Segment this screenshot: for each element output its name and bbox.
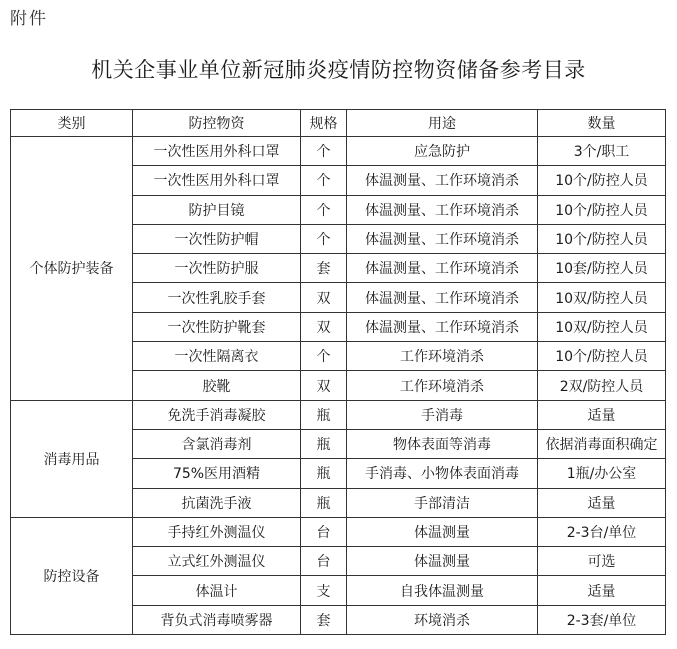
item-cell: 防护目镜 [133, 195, 301, 224]
table-row [11, 400, 666, 429]
quantity-cell: 2-3套/单位 [538, 605, 666, 634]
item-cell: 一次性医用外科口罩 [133, 137, 301, 166]
quantity-cell: 2-3台/单位 [538, 517, 666, 546]
use-cell: 环境消杀 [347, 605, 538, 634]
use-cell: 体温测量、工作环境消杀 [347, 195, 538, 224]
table-row [11, 517, 666, 546]
category-cell: 个体防护装备 [11, 137, 133, 401]
attachment-label: 附件 [10, 9, 48, 29]
quantity-cell: 10个/防控人员 [538, 195, 666, 224]
use-cell: 工作环境消杀 [347, 342, 538, 371]
quantity-cell: 适量 [538, 400, 666, 429]
item-cell: 体温计 [133, 576, 301, 605]
spec-cell: 双 [301, 312, 347, 341]
quantity-cell: 1瓶/办公室 [538, 459, 666, 488]
item-cell: 手持红外测温仪 [133, 517, 301, 546]
quantity-cell: 10双/防控人员 [538, 283, 666, 312]
use-cell: 手部清洁 [347, 488, 538, 517]
use-cell: 体温测量、工作环境消杀 [347, 166, 538, 195]
use-cell: 体温测量 [347, 517, 538, 546]
item-cell: 胶靴 [133, 371, 301, 400]
use-cell: 手消毒 [347, 400, 538, 429]
quantity-cell: 适量 [538, 576, 666, 605]
item-cell: 75%医用酒精 [133, 459, 301, 488]
spec-cell: 瓶 [301, 400, 347, 429]
header-quantity: 数量 [538, 110, 666, 137]
spec-cell: 个 [301, 342, 347, 371]
item-cell: 抗菌洗手液 [133, 488, 301, 517]
quantity-cell: 适量 [538, 488, 666, 517]
header-spec: 规格 [301, 110, 347, 137]
spec-cell: 套 [301, 254, 347, 283]
spec-cell: 双 [301, 371, 347, 400]
spec-cell: 个 [301, 195, 347, 224]
item-cell: 背负式消毒喷雾器 [133, 605, 301, 634]
use-cell: 手消毒、小物体表面消毒 [347, 459, 538, 488]
item-cell: 免洗手消毒凝胶 [133, 400, 301, 429]
spec-cell: 台 [301, 547, 347, 576]
item-cell: 一次性乳胶手套 [133, 283, 301, 312]
table-header-row [11, 110, 666, 137]
spec-cell: 个 [301, 166, 347, 195]
use-cell: 体温测量、工作环境消杀 [347, 312, 538, 341]
quantity-cell: 10双/防控人员 [538, 312, 666, 341]
quantity-cell: 3个/职工 [538, 137, 666, 166]
use-cell: 体温测量、工作环境消杀 [347, 283, 538, 312]
spec-cell: 台 [301, 517, 347, 546]
header-item: 防控物资 [133, 110, 301, 137]
item-cell: 一次性防护靴套 [133, 312, 301, 341]
category-cell: 防控设备 [11, 517, 133, 634]
supplies-table [10, 109, 666, 635]
item-cell: 一次性医用外科口罩 [133, 166, 301, 195]
header-use: 用途 [347, 110, 538, 137]
spec-cell: 个 [301, 224, 347, 253]
item-cell: 一次性防护帽 [133, 224, 301, 253]
spec-cell: 套 [301, 605, 347, 634]
document-title: 机关企事业单位新冠肺炎疫情防控物资储备参考目录 [91, 58, 586, 82]
quantity-cell: 2双/防控人员 [538, 371, 666, 400]
table-body [11, 137, 666, 635]
spec-cell: 个 [301, 137, 347, 166]
header-category: 类别 [11, 110, 133, 137]
use-cell: 自我体温测量 [347, 576, 538, 605]
category-cell: 消毒用品 [11, 400, 133, 517]
quantity-cell: 可选 [538, 547, 666, 576]
quantity-cell: 10个/防控人员 [538, 224, 666, 253]
spec-cell: 支 [301, 576, 347, 605]
use-cell: 工作环境消杀 [347, 371, 538, 400]
spec-cell: 瓶 [301, 488, 347, 517]
item-cell: 立式红外测温仪 [133, 547, 301, 576]
item-cell: 一次性防护服 [133, 254, 301, 283]
quantity-cell: 10个/防控人员 [538, 166, 666, 195]
use-cell: 体温测量 [347, 547, 538, 576]
spec-cell: 双 [301, 283, 347, 312]
item-cell: 含氯消毒剂 [133, 429, 301, 458]
use-cell: 体温测量、工作环境消杀 [347, 224, 538, 253]
spec-cell: 瓶 [301, 429, 347, 458]
table-row [11, 137, 666, 166]
use-cell: 物体表面等消毒 [347, 429, 538, 458]
quantity-cell: 10套/防控人员 [538, 254, 666, 283]
use-cell: 体温测量、工作环境消杀 [347, 254, 538, 283]
spec-cell: 瓶 [301, 459, 347, 488]
item-cell: 一次性隔离衣 [133, 342, 301, 371]
quantity-cell: 依据消毒面积确定 [538, 429, 666, 458]
use-cell: 应急防护 [347, 137, 538, 166]
quantity-cell: 10个/防控人员 [538, 342, 666, 371]
